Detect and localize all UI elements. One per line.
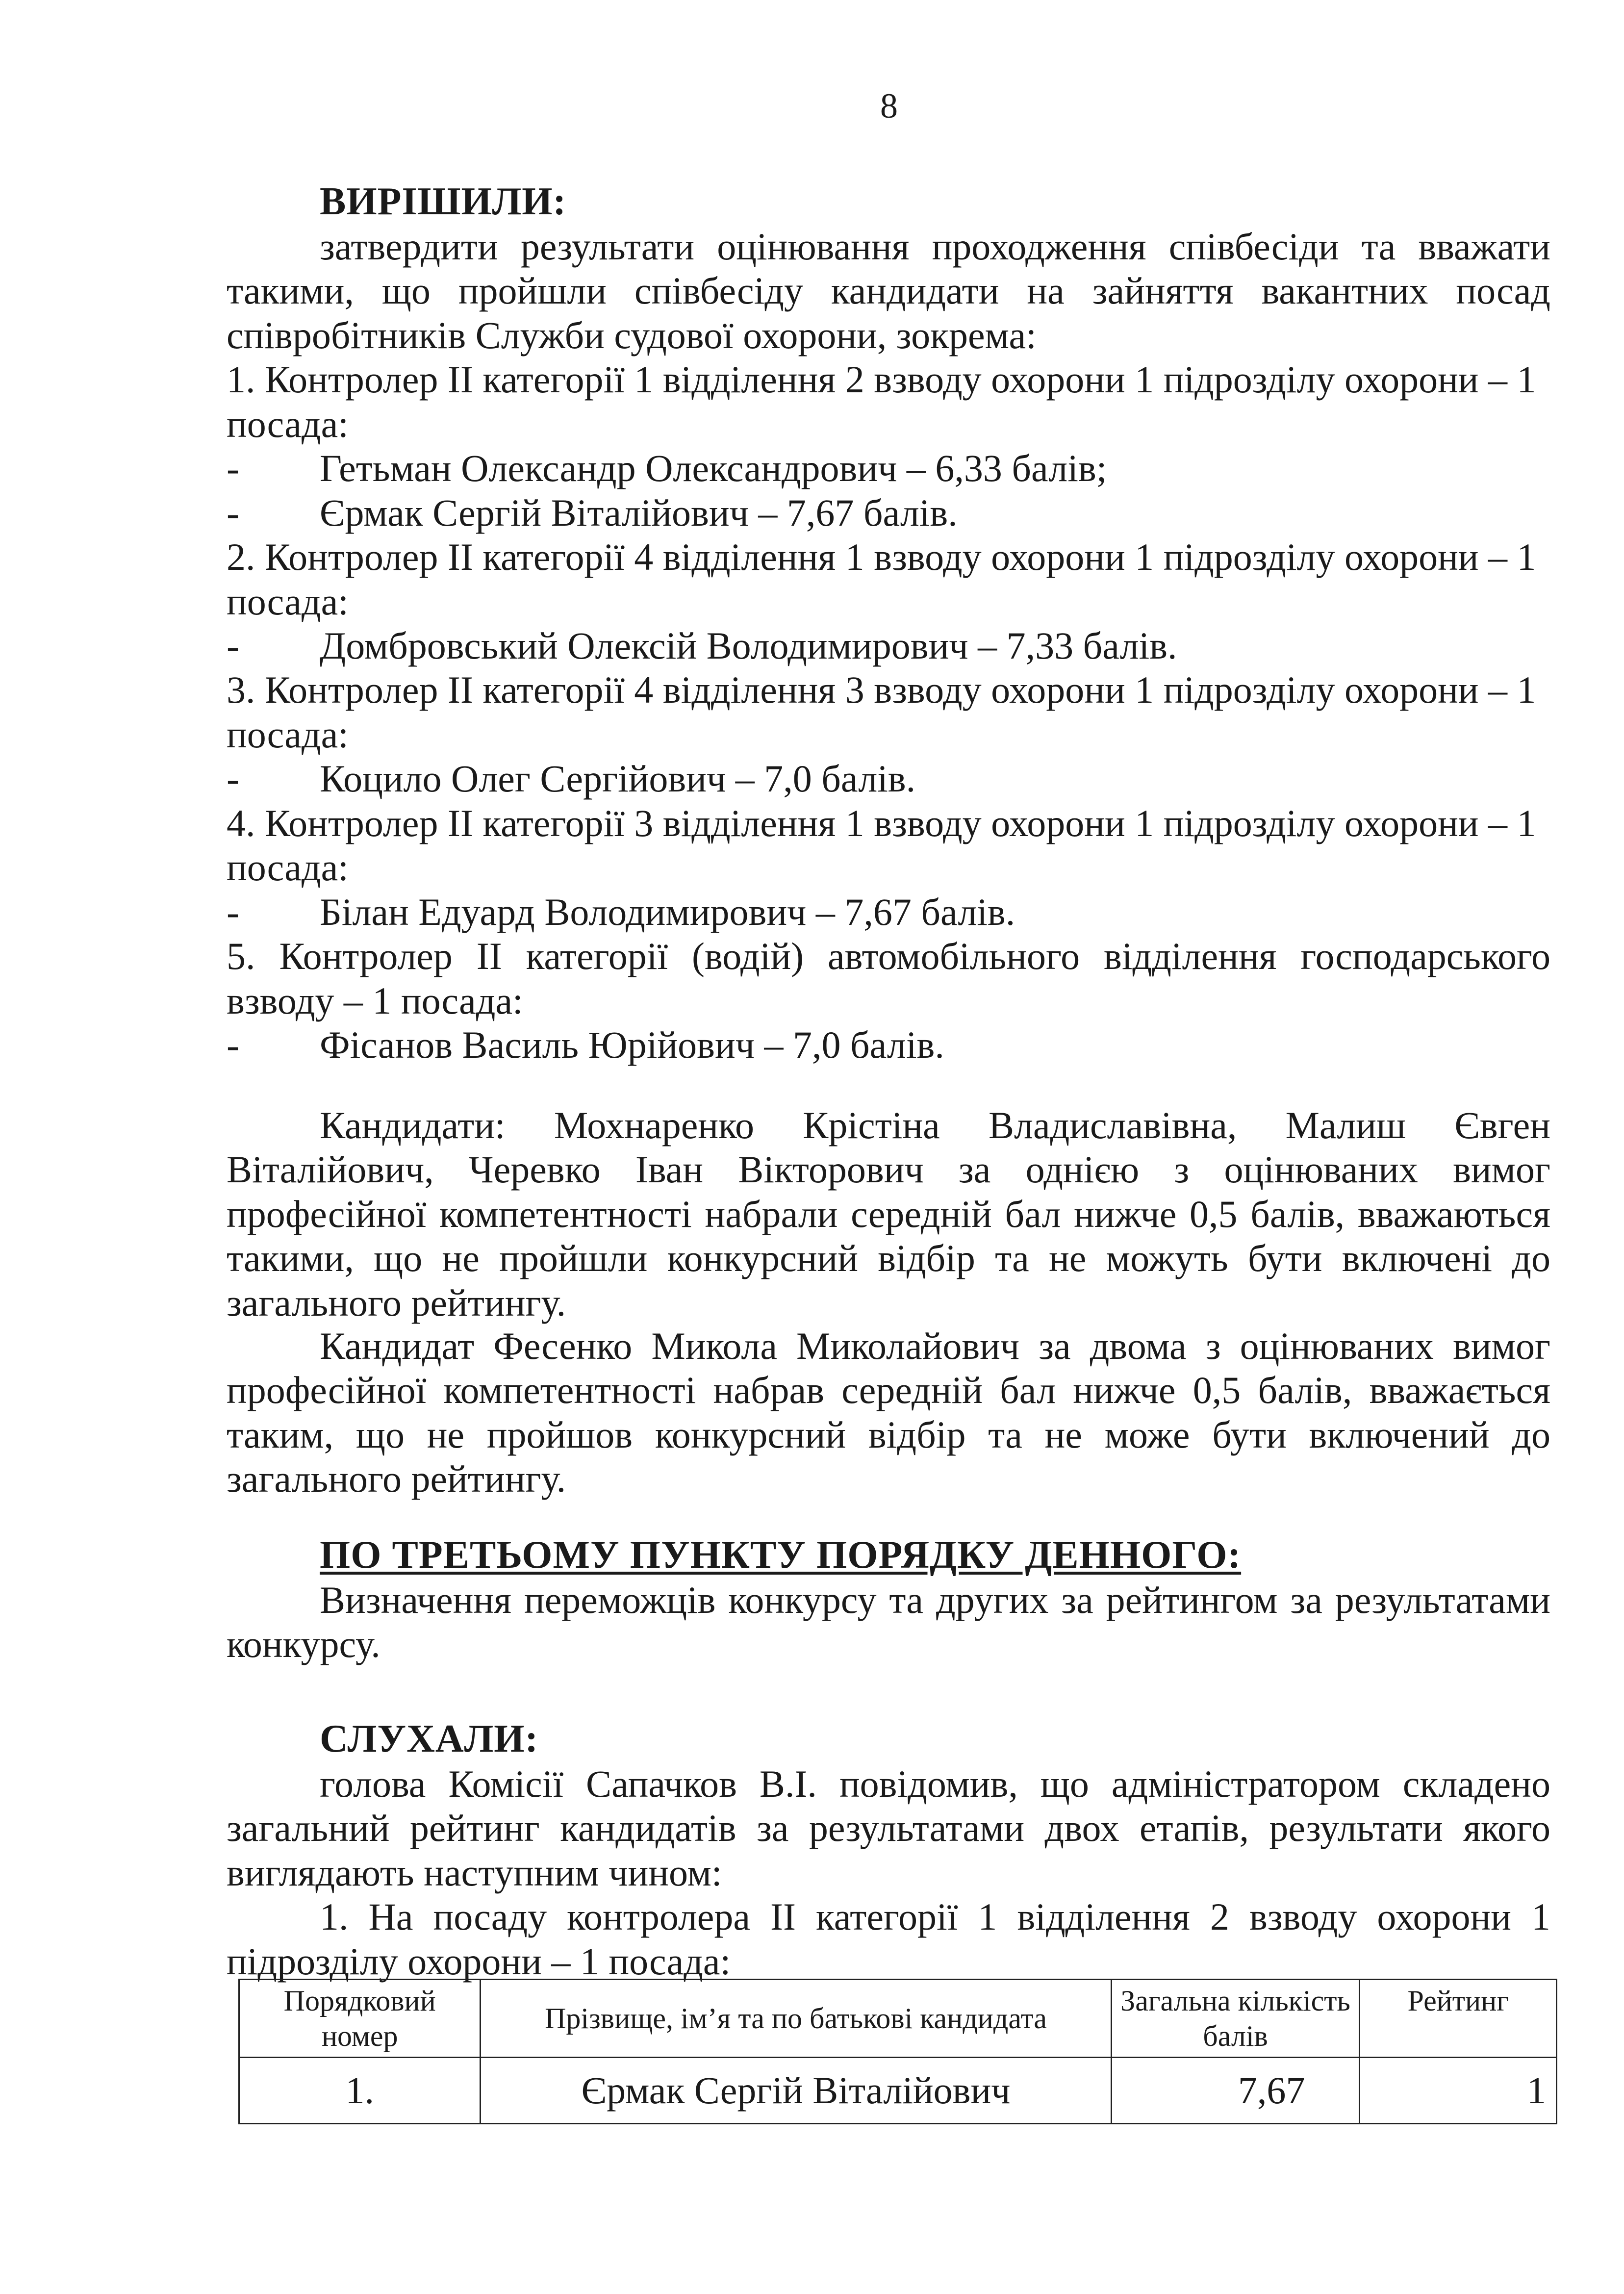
heard-text: голова Комісії Сапачков В.І. повідомив, що адміністратором складено загальний рейтинг кандидатів за результатами двох етапів, результати якого виглядають наступним чином:: [227, 1762, 1550, 1894]
col-header-score: Загальна кількість балів: [1111, 1980, 1360, 2058]
col-header-rating: Рейтинг: [1360, 1980, 1557, 2058]
cell-name: Єрмак Сергій Віталійович: [481, 2058, 1111, 2124]
candidate-item: - Гетьман Олександр Олександрович – 6,33 балів;: [227, 447, 1107, 490]
third-agenda-heading: ПО ТРЕТЬОМУ ПУНКТУ ПОРЯДКУ ДЕННОГО:: [320, 1533, 1242, 1577]
col-header-number: Порядковий номер: [239, 1980, 481, 2058]
candidate-item: - Білан Едуард Володимирович – 7,67 балів.: [227, 890, 1015, 933]
cell-rating: 1: [1360, 2058, 1557, 2124]
third-agenda-section: [227, 1532, 1550, 1667]
decided-intro: затвердити результати оцінювання проходження співбесіди та вважати такими, що пройшли співбесіду кандидати на зайняття вакантних посад співробітників Служби судової охорони, зокрема:: [227, 225, 1550, 357]
not-passed-paragraph-1: Кандидати: Мохнаренко Крістіна Владиславівна, Малиш Євген Віталійович, Черевко Іван Вікторович за однією з оцінюваних вимог професійної компетентності набрали середній бал нижче 0,5 балів, вважаються такими, що не пройшли конкурсний відбір та не можуть бути включені до загального рейтингу.: [227, 1104, 1550, 1324]
candidate-item: - Єрмак Сергій Віталійович – 7,67 балів.: [227, 491, 958, 534]
table-row: [239, 2058, 1557, 2124]
item-4-title: 4. Контролер ІІ категорії 3 відділення 1 взводу охорони 1 підрозділу охорони – 1 посада:: [227, 801, 1536, 889]
position-line: 1. На посаду контролера ІІ категорії 1 відділення 2 взводу охорони 1 підрозділу охорони – 1 посада:: [227, 1895, 1550, 1983]
decided-heading: ВИРІШИЛИ:: [320, 180, 567, 223]
candidate-item: - Домбровський Олексій Володимирович – 7,33 балів.: [227, 624, 1177, 667]
heard-heading: СЛУХАЛИ:: [320, 1717, 539, 1760]
item-5-title: 5. Контролер ІІ категорії (водій) автомобільного відділення господарського взводу – 1 посада:: [227, 935, 1550, 1022]
cell-score: 7,67: [1111, 2058, 1360, 2124]
candidate-item: - Коцило Олег Сергійович – 7,0 балів.: [227, 757, 916, 800]
item-2-title: 2. Контролер ІІ категорії 4 відділення 1 взводу охорони 1 підрозділу охорони – 1 посада:: [227, 535, 1536, 623]
third-agenda-text: Визначення переможців конкурсу та других за рейтингом за результатами конкурсу.: [227, 1578, 1550, 1666]
candidate-item: - Фісанов Василь Юрійович – 7,0 балів.: [227, 1023, 944, 1067]
decided-section: [227, 179, 1550, 1068]
not-passed-paragraph-2: Кандидат Фесенко Микола Миколайович за двома з оцінюваних вимог професійної компетентності набрав середній бал нижче 0,5 балів, вважається таким, що не пройшов конкурсний відбір та не може бути включений до загального рейтингу.: [227, 1325, 1550, 1501]
rating-table: [238, 1979, 1557, 2124]
heard-section: [227, 1716, 1550, 1984]
item-1-title: 1. Контролер ІІ категорії 1 відділення 2 взводу охорони 1 підрозділу охорони – 1 посада:: [227, 358, 1536, 445]
page-number: 8: [880, 86, 898, 126]
item-3-title: 3. Контролер ІІ категорії 4 відділення 3 взводу охорони 1 підрозділу охорони – 1 посада:: [227, 668, 1536, 756]
col-header-name: Прізвище, ім’я та по батькові кандидата: [481, 1980, 1111, 2058]
cell-number: 1.: [239, 2058, 481, 2124]
table-header-row: [239, 1980, 1557, 2058]
